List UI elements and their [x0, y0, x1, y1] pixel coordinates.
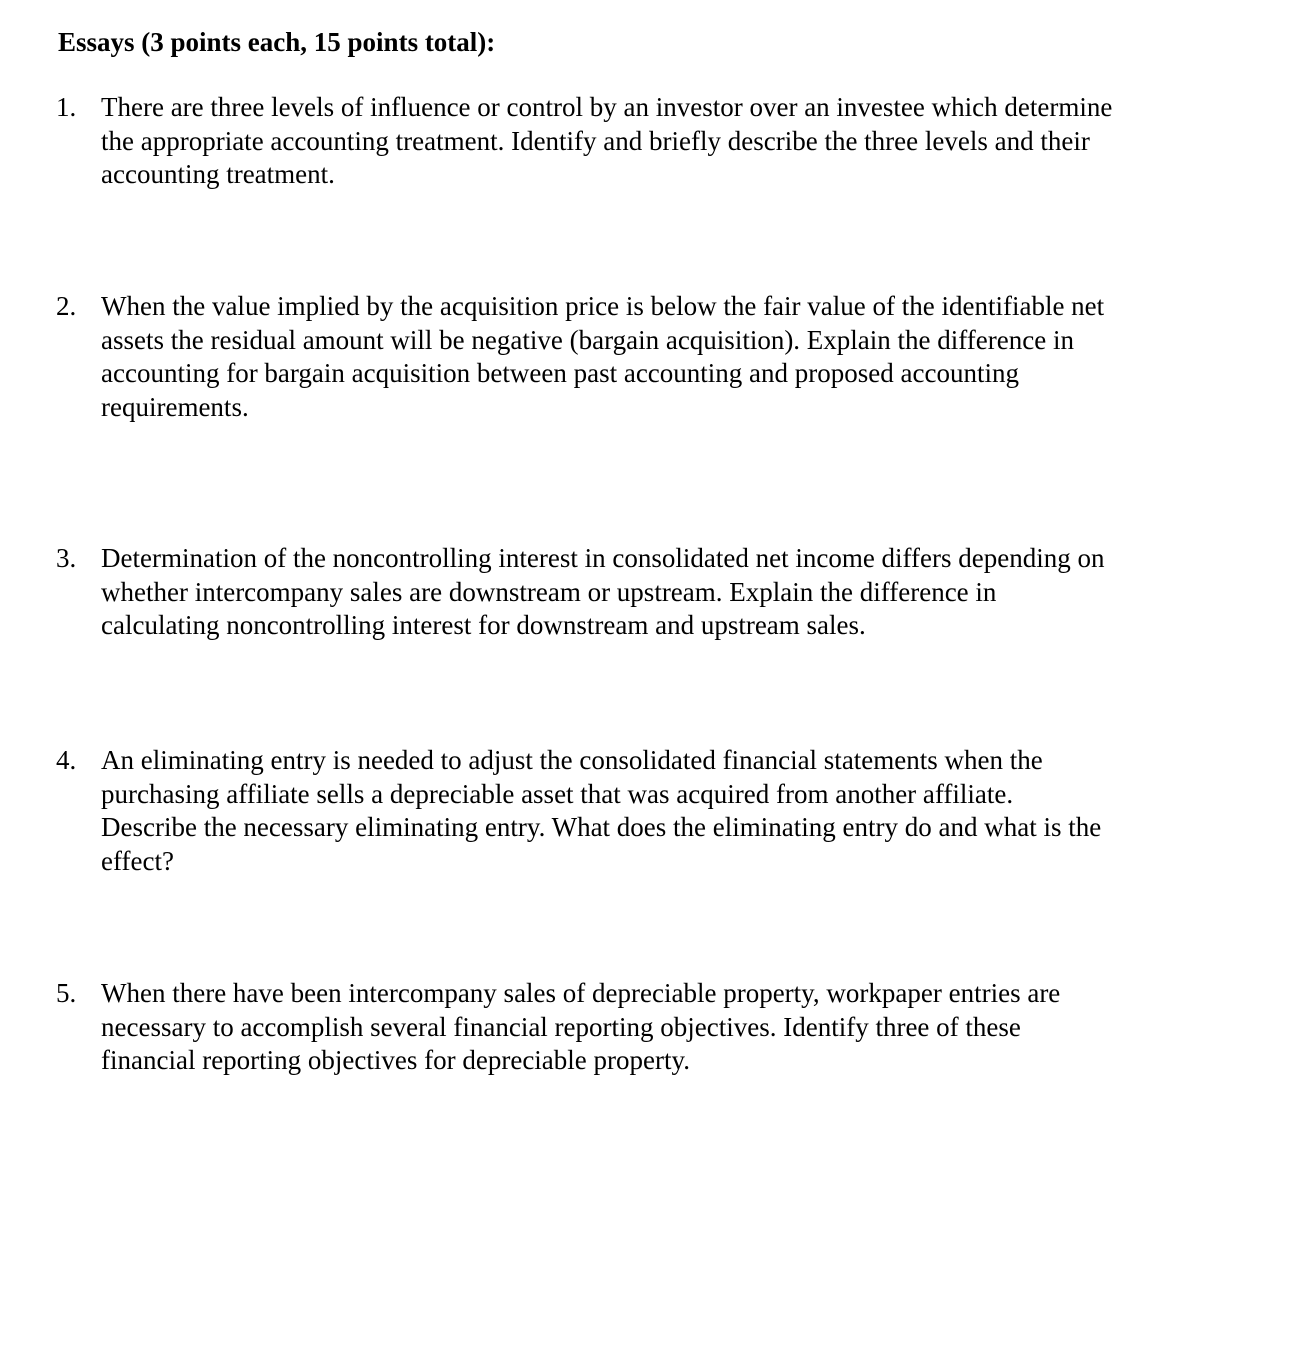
- question-line: Determination of the noncontrolling interest in consolidated net income differs depending on: [101, 543, 1105, 573]
- essay-question-4: [56, 744, 1196, 878]
- question-line: whether intercompany sales are downstream or upstream. Explain the difference in: [101, 576, 997, 607]
- question-line: An eliminating entry is needed to adjust the consolidated financial statements when the: [101, 745, 1043, 775]
- question-line: requirements.: [101, 391, 249, 422]
- section-heading: Essays (3 points each, 15 points total):: [58, 27, 496, 57]
- question-line: accounting for bargain acquisition between past accounting and proposed accounting: [101, 358, 1019, 388]
- question-line: purchasing affiliate sells a depreciable asset that was acquired from another affiliate.: [101, 778, 1014, 809]
- question-line: financial reporting objectives for depreciable property.: [101, 1045, 690, 1075]
- question-line: assets the residual amount will be negative (bargain acquisition). Explain the difference in: [101, 324, 1074, 355]
- question-text: [101, 290, 1196, 424]
- essay-question-2: [56, 290, 1196, 424]
- question-number: 2.: [56, 291, 77, 321]
- question-number: 1.: [56, 92, 77, 122]
- question-number: 3.: [56, 543, 77, 573]
- question-text: [101, 744, 1196, 878]
- question-line: Describe the necessary eliminating entry. What does the eliminating entry do and what is the: [101, 812, 1102, 842]
- essay-question-5: [56, 977, 1196, 1078]
- question-number: 5.: [56, 978, 77, 1008]
- question-number: 4.: [56, 745, 77, 775]
- question-line: accounting treatment.: [101, 159, 335, 189]
- question-line: effect?: [101, 845, 174, 876]
- question-line: calculating noncontrolling interest for downstream and upstream sales.: [101, 610, 866, 640]
- question-line: necessary to accomplish several financial reporting objectives. Identify three of these: [101, 1011, 1021, 1042]
- essay-question-3: [56, 542, 1196, 643]
- question-text: [101, 977, 1196, 1078]
- question-text: [101, 542, 1196, 643]
- essay-question-1: [56, 91, 1196, 192]
- question-text: [101, 91, 1196, 192]
- question-line: When there have been intercompany sales of depreciable property, workpaper entries are: [101, 978, 1061, 1008]
- question-line: There are three levels of influence or control by an investor over an investee which determine: [101, 92, 1113, 122]
- question-line: the appropriate accounting treatment. Identify and briefly describe the three levels and their: [101, 125, 1090, 156]
- question-line: When the value implied by the acquisition price is below the fair value of the identifiable net: [101, 291, 1105, 321]
